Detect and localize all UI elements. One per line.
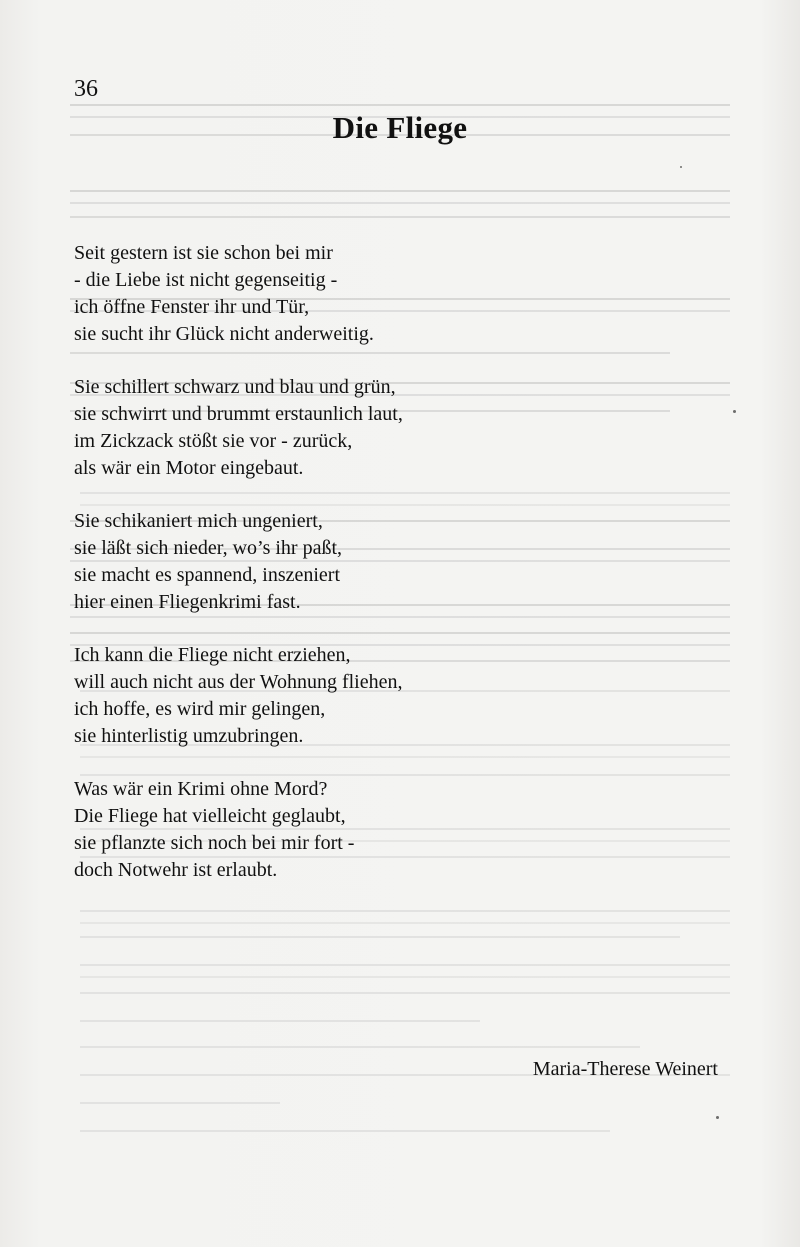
poem-line: ich hoffe, es wird mir gelingen, [74,698,326,720]
poem-line: sie macht es spannend, inszeniert [74,564,341,586]
poem-line: Was wär ein Krimi ohne Mord? [74,778,328,800]
print-speck [733,410,736,413]
poem-title: Die Fliege [332,110,468,145]
poem-line: will auch nicht aus der Wohnung fliehen, [74,671,403,693]
poem-line: sie sucht ihr Glück nicht anderweitig. [74,323,374,345]
poem-line: Sie schillert schwarz und blau und grün, [74,376,396,398]
poem-line: sie pflanzte sich noch bei mir fort - [74,832,355,854]
poem-line: Sie schikaniert mich ungeniert, [74,510,323,532]
stanza [74,508,403,616]
poem-line: im Zickzack stößt sie vor - zurück, [74,430,353,452]
stanza [74,374,403,482]
stanza [74,776,403,884]
poem-line: als wär ein Motor eingebaut. [74,457,304,479]
print-speck [716,1116,719,1119]
stanza [74,240,403,348]
poem-line: doch Notwehr ist erlaubt. [74,859,278,881]
poem-line: - die Liebe ist nicht gegenseitig - [74,269,338,291]
print-speck [680,166,682,168]
author-name: Maria-Therese Weinert [532,1058,718,1080]
poem-line: Ich kann die Fliege nicht erziehen, [74,644,351,666]
poem-line: Seit gestern ist sie schon bei mir [74,242,333,264]
poem-line: hier einen Fliegenkrimi fast. [74,591,301,613]
poem-line: sie hinterlistig umzubringen. [74,725,304,747]
poem-line: sie läßt sich nieder, wo’s ihr paßt, [74,537,343,559]
poem-line: Die Fliege hat vielleicht geglaubt, [74,805,346,827]
stanza [74,642,403,750]
poem-line: sie schwirrt und brummt erstaunlich laut, [74,403,403,425]
poem-body [74,240,403,910]
page-number: 36 [74,76,98,102]
poem-line: ich öffne Fenster ihr und Tür, [74,296,310,318]
